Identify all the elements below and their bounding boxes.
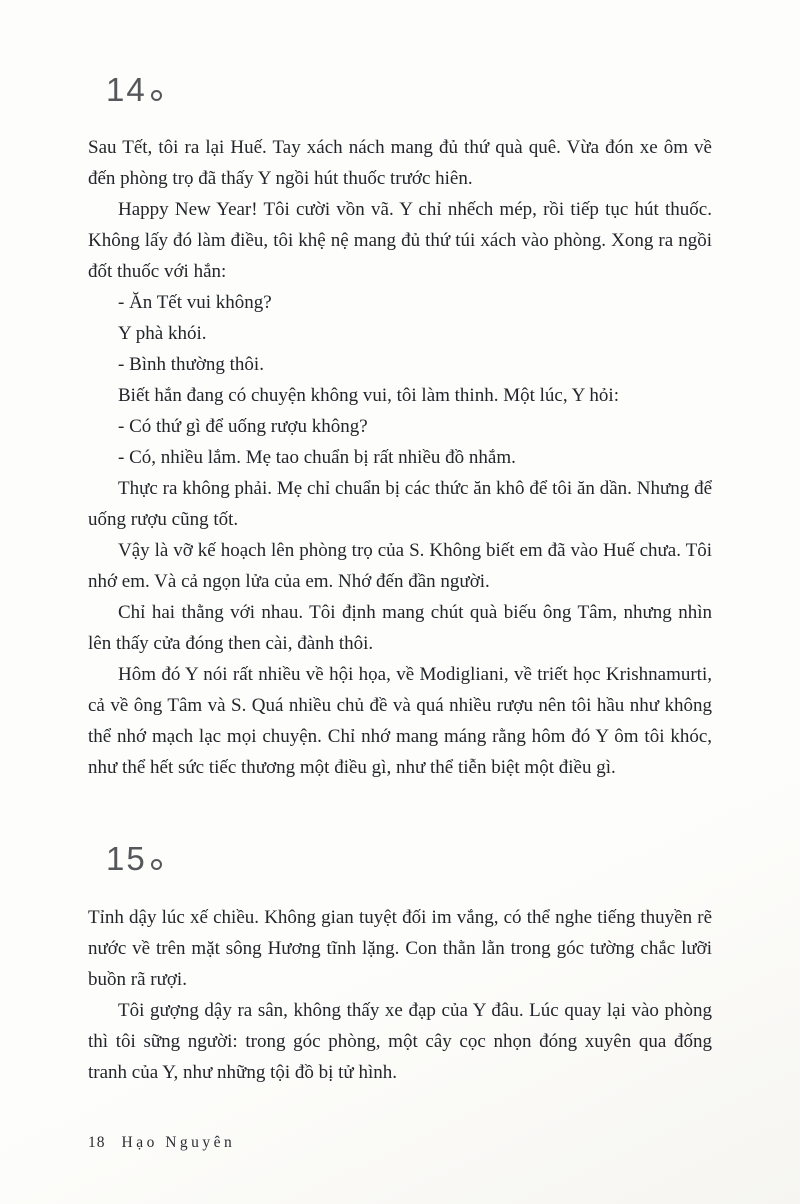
chapter-number: 14 (106, 71, 147, 108)
paragraph: Hôm đó Y nói rất nhiều về hội họa, về Modigliani, về triết học Krishnamurti, cả về ông Tâm và S. Quá nhiều chủ đề và quá nhiều rượu nên tôi hầu như không thể nhớ mạch lạc mọi chuyện. Chỉ nhớ mang máng rằng hôm đó Y ôm tôi khóc, như thể hết sức tiếc thương một điều gì, như thể tiễn biệt một điều gì. (88, 664, 712, 779)
dialogue-line: - Có, nhiều lắm. Mẹ tao chuẩn bị rất nhiều đồ nhắm. (118, 447, 516, 469)
chapter-period-icon (151, 90, 162, 101)
paragraph: Happy New Year! Tôi cười vồn vã. Y chỉ nhếch mép, rồi tiếp tục hút thuốc. Không lấy đó làm điều, tôi khệ nệ mang đủ thứ túi xách vào phòng. Xong ra ngồi đốt thuốc với hắn: (88, 199, 712, 283)
paragraph: Thực ra không phải. Mẹ chỉ chuẩn bị các thức ăn khô để tôi ăn dần. Nhưng để uống rượu cũng tốt. (88, 478, 712, 531)
chapter-heading-15 (106, 841, 712, 877)
paragraph: Y phà khói. (118, 323, 207, 345)
dialogue-line: - Có thứ gì để uống rượu không? (118, 416, 368, 438)
page-number: 18 (88, 1134, 106, 1151)
paragraph: Vậy là vỡ kế hoạch lên phòng trọ của S. Không biết em đã vào Huế chưa. Tôi nhớ em. Và cả ngọn lửa của em. Nhớ đến đần người. (88, 540, 712, 593)
chapter-heading-14 (106, 72, 712, 108)
chapter-number: 15 (106, 840, 147, 878)
page-footer (88, 1134, 235, 1152)
chapter-14 (88, 72, 712, 783)
paragraph: Tỉnh dậy lúc xế chiều. Không gian tuyệt đối im vắng, có thể nghe tiếng thuyền rẽ nước về trên mặt sông Hương tĩnh lặng. Con thằn lằn trong góc tường chắc lưỡi buồn rã rượi. (88, 906, 712, 990)
paragraph: Sau Tết, tôi ra lại Huế. Tay xách nách mang đủ thứ quà quê. Vừa đón xe ôm về đến phòng trọ đã thấy Y ngồi hút thuốc trước hiên. (88, 137, 712, 190)
paragraph: Biết hắn đang có chuyện không vui, tôi làm thinh. Một lúc, Y hỏi: (118, 385, 619, 407)
paragraph: Tôi gượng dậy ra sân, không thấy xe đạp của Y đâu. Lúc quay lại vào phòng thì tôi sững người: trong góc phòng, một cây cọc nhọn đóng xuyên qua đống tranh của Y, như những tội đồ bị tử hình. (88, 999, 712, 1083)
author-name: Hạo Nguyên (121, 1134, 236, 1151)
dialogue-line: - Ăn Tết vui không? (118, 292, 272, 314)
chapter-15 (88, 841, 712, 1087)
dialogue-line: - Bình thường thôi. (118, 354, 264, 376)
chapter-period-icon (151, 859, 162, 870)
paragraph: Chỉ hai thằng với nhau. Tôi định mang chút quà biếu ông Tâm, nhưng nhìn lên thấy cửa đóng then cài, đành thôi. (88, 602, 712, 655)
